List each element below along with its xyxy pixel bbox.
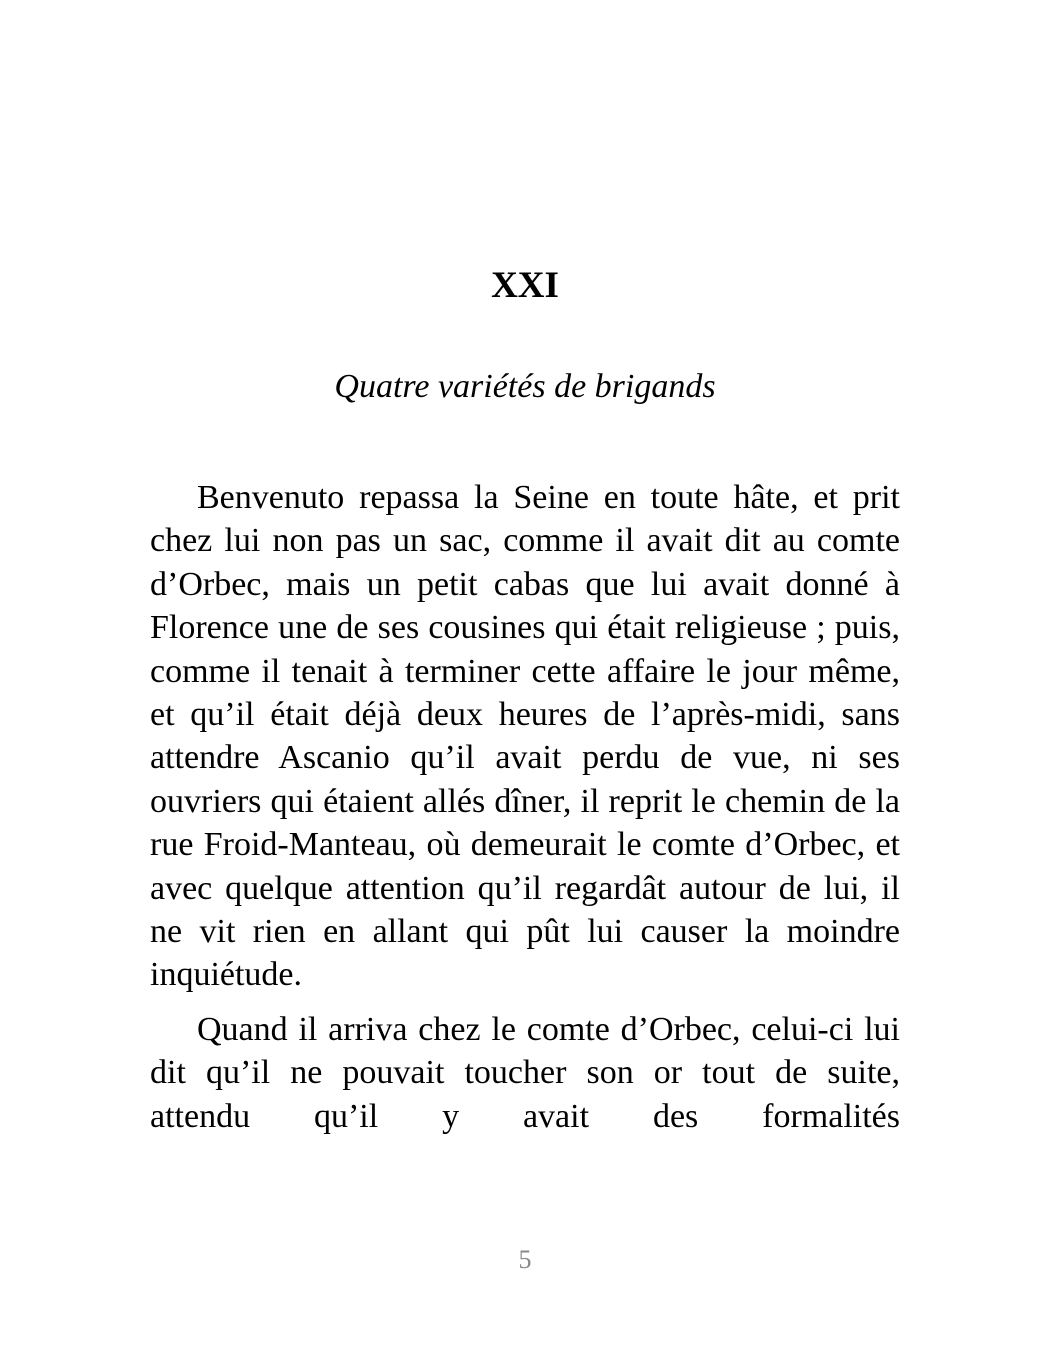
paragraph: Benvenuto repassa la Seine en toute hâte, et prit chez lui non pas un sac, comme il avait dit au comte d’Orbec, mais un petit cabas que lui avait donné à Florence une de ses cousines qui était religieuse ; puis, comme il tenait à terminer cette affaire le jour même, et qu’il était déjà deux heures de l’après-midi, sans attendre Ascanio qu’il avait perdu de vue, ni ses ouvriers qui étaient allés dîner, il reprit le chemin de la rue Froid-Manteau, où demeurait le comte d’Orbec, et avec quelque attention qu’il regardât autour de lui, il ne vit rien en allant qui pût lui causer la moindre inquiétude. — [150, 479, 900, 994]
chapter-body — [150, 476, 900, 1138]
page-number: 5 — [518, 1245, 532, 1274]
paragraph: Quand il arriva chez le comte d’Orbec, celui-ci lui dit qu’il ne pouvait toucher son or tout de suite, attendu qu’il y avait des formalités — [150, 1010, 900, 1135]
chapter-title: Quatre variétés de brigands — [334, 368, 716, 405]
chapter-number: XXI — [491, 265, 559, 306]
